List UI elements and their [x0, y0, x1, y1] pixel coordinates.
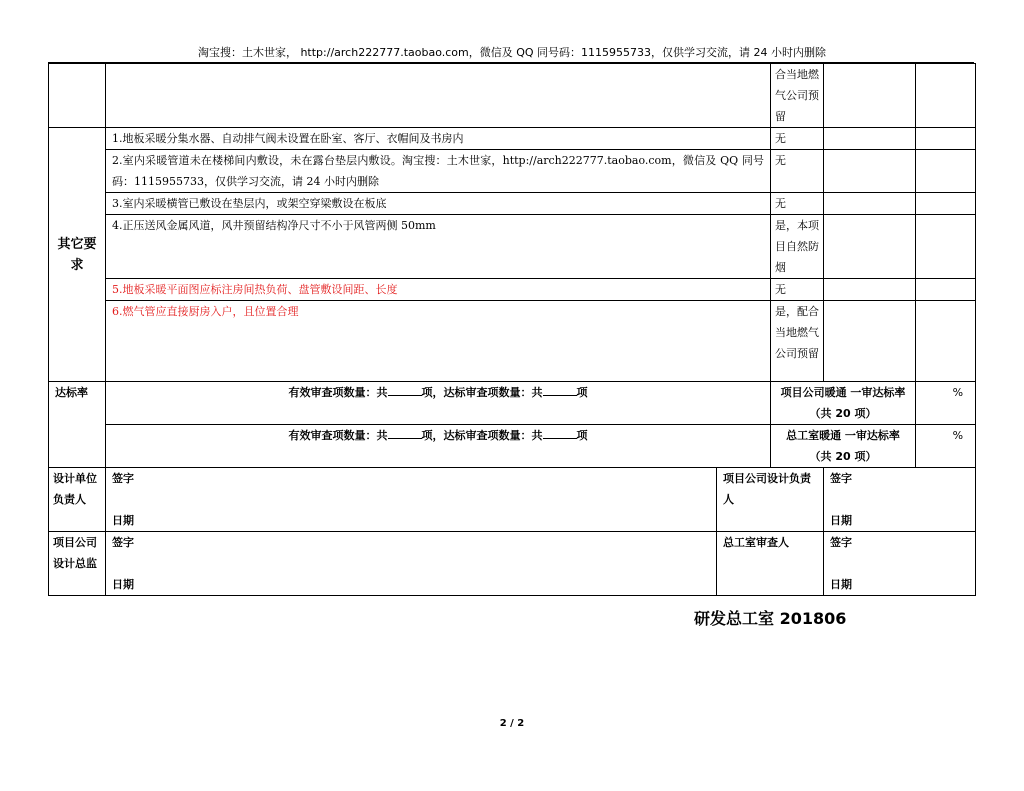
chief-reviewer-label: 总工室审查人	[717, 532, 824, 596]
rate-row-chief	[49, 425, 976, 468]
answer-cell: 是，配合当地燃气公司预留	[771, 301, 824, 382]
chief-rate-label: 总工室暖通 一审达标率 （共 20 项）	[771, 425, 916, 468]
table-row	[49, 301, 976, 382]
department-signature: 研发总工室 201806	[694, 609, 847, 628]
table-row	[49, 279, 976, 301]
table-row	[49, 193, 976, 215]
page-number: 2 / 2	[499, 718, 525, 729]
rate-row-project	[49, 382, 976, 425]
answer-cell: 无	[771, 128, 824, 150]
signoff-row	[49, 532, 976, 596]
sign-cell: 签字 日期	[106, 468, 717, 532]
category-label: 其它要求	[49, 128, 106, 382]
project-rate-value: %	[916, 382, 976, 425]
project-designer-label: 项目公司设计负责人	[717, 468, 824, 532]
item-text: 1.地板采暖分集水器、自动排气阀未设置在卧室、客厅、衣帽间及书房内	[106, 128, 771, 150]
answer-cell: 无	[771, 193, 824, 215]
item-text: 4.正压送风金属风道，风井预留结构净尺寸不小于风管两侧 50mm	[106, 215, 771, 279]
table-row	[49, 64, 976, 128]
header-note: 淘宝搜：土木世家， http://arch222777.taobao.com，微信及 QQ 同号码：1115955733，仅供学习交流，请 24 小时内删除	[197, 46, 827, 59]
table-row	[49, 128, 976, 150]
item-text: 5.地板采暖平面图应标注房间热负荷、盘管敷设间距、长度	[106, 279, 771, 301]
sign-cell: 签字 日期	[824, 468, 976, 532]
table-row	[49, 150, 976, 193]
sign-cell: 签字 日期	[824, 532, 976, 596]
count-line: 有效审查项数量：共 项，达标审查项数量：共 项	[106, 425, 771, 468]
item-text: 3.室内采暖横管已敷设在垫层内，或架空穿梁敷设在板底	[106, 193, 771, 215]
rate-label: 达标率	[49, 382, 106, 468]
review-table	[48, 63, 976, 596]
sign-cell: 签字 日期	[106, 532, 717, 596]
chief-rate-value: %	[916, 425, 976, 468]
design-unit-label: 设计单位负责人	[49, 468, 106, 532]
project-rate-label: 项目公司暖通 一审达标率 （共 20 项）	[771, 382, 916, 425]
project-director-label: 项目公司设计总监	[49, 532, 106, 596]
signoff-row	[49, 468, 976, 532]
count-line: 有效审查项数量：共 项，达标审查项数量：共 项	[106, 382, 771, 425]
item-text: 2.室内采暖管道未在楼梯间内敷设，未在露台垫层内敷设。淘宝搜：土木世家，http://arch222777.taobao.com，微信及 QQ 同号码：1115955733，仅供学习交流，请 24 小时内删除	[106, 150, 771, 193]
table-row	[49, 215, 976, 279]
answer-cell: 无	[771, 279, 824, 301]
answer-cell: 是，本项目自然防烟	[771, 215, 824, 279]
item-text: 6.燃气管应直接厨房入户，且位置合理	[106, 301, 771, 382]
answer-cell: 合当地燃气公司预留	[771, 64, 824, 128]
answer-cell: 无	[771, 150, 824, 193]
